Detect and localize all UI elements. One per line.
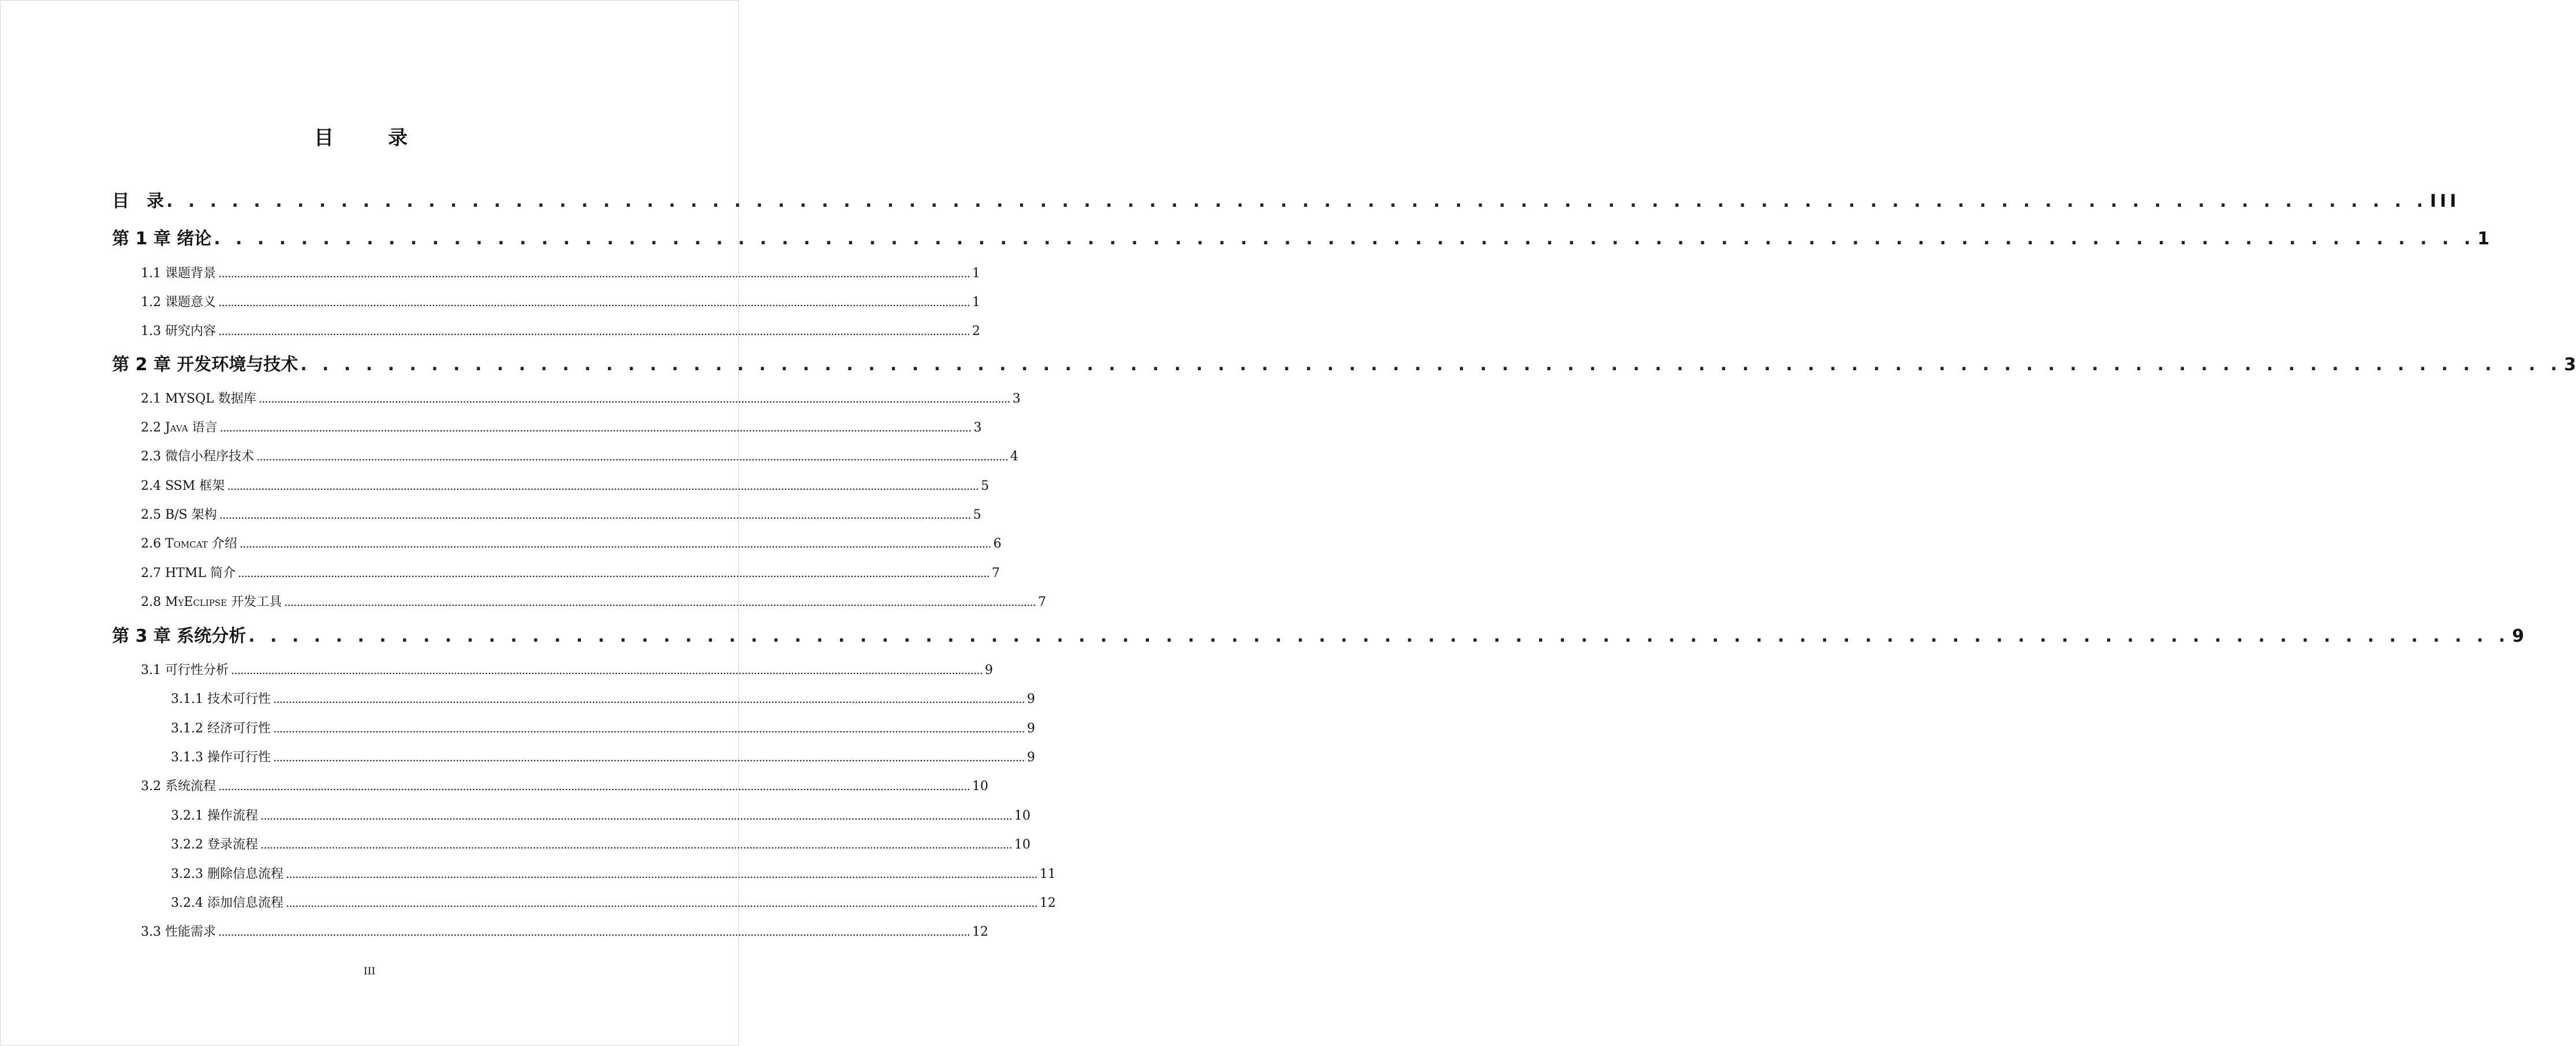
page-number-footer: III [363,966,376,977]
toc-entry-label: 3.1.1 技术可行性 [171,692,271,706]
toc-entry-label: 第 1 章 绪论 [112,229,212,249]
toc-entry-label: 2.5 B/S 架构 [141,508,217,522]
toc-entry-page: 9 [1026,721,1035,736]
toc-entry-2-2[interactable] [141,420,982,435]
dot-leader: ................................................................................................................................................................................................................................................... [260,809,1012,822]
toc-entry-label: 2.4 SSM 框架 [141,479,225,493]
toc-entry-page: 10 [1014,837,1031,852]
dot-leader: ................................................................................................................................................................................................................................................... [237,566,990,580]
dot-leader: . . . . . . . . . . . . . . . . . . . . . . . . . . . . . . . . . . . . . . . . . . . . . . . . . . . . . . . . . . . . . . . . . . . . . . . . . . . . . . . . . . . . . . . . . . . . . . . . . . . . . . . . [300,355,2562,375]
toc-entry-3-1[interactable] [141,662,993,678]
toc-entry-label: 2.3 微信小程序技术 [141,449,254,464]
dot-leader: ................................................................................................................................................................................................................................................... [218,779,970,793]
toc-entry-label: 3.2.3 删除信息流程 [171,867,283,881]
toc-entry-label: 2.1 MYSQL 数据库 [141,392,256,406]
toc-entry-page: 3 [973,420,982,435]
dot-leader: . . . . . . . . . . . . . . . . . . . . . . . . . . . . . . . . . . . . . . . . . . . . . . . . . . . . . . . . . . . . . . . . . . . . . . . . . . . . . . . . . . . . . . . . . . . . . . . . . . . . . . . . [248,626,2510,646]
toc-entry-label: 3.2.2 登录流程 [171,837,258,852]
toc-entry-contents[interactable] [112,191,2460,211]
toc-entry-label: 3.1 可行性分析 [141,663,229,678]
toc-entry-1-1[interactable] [141,266,980,281]
toc-entry-chapter-2[interactable] [112,355,2576,375]
toc-entry-page: 12 [1039,896,1056,910]
toc-entry-1-2[interactable] [141,295,980,310]
toc-entry-label: 目 录 [112,191,164,211]
toc-entry-page: 4 [1010,449,1018,464]
toc-entry-page: 12 [972,925,988,939]
dot-leader: . . . . . . . . . . . . . . . . . . . . . . . . . . . . . . . . . . . . . . . . . . . . . . . . . . . . . . . . . . . . . . . . . . . . . . . . . . . . . . . . . . . . . . . . . . . . . . . . . . . . . . . . [166,191,2428,211]
dot-leader: ................................................................................................................................................................................................................................................... [272,721,1025,735]
dot-leader: ................................................................................................................................................................................................................................................... [285,896,1037,910]
dot-leader: ................................................................................................................................................................................................................................................... [258,392,1010,405]
toc-entry-3-1-3[interactable] [171,750,1035,765]
toc-entry-label: 2.8 MyEclipse 开发工具 [141,595,282,609]
toc-entry-page: 5 [973,508,981,522]
toc-entry-label: 3.1.3 操作可行性 [171,750,271,765]
toc-entry-label: 1.3 研究内容 [141,324,216,338]
toc-entry-chapter-1[interactable] [112,229,2490,249]
toc-entry-2-3[interactable] [141,449,1018,464]
dot-leader: ................................................................................................................................................................................................................................................... [218,266,970,280]
toc-entry-page: 1 [972,266,980,281]
toc-entry-label: 2.6 Tomcat 介绍 [141,537,237,551]
toc-entry-page: 9 [984,663,993,678]
dot-leader: ................................................................................................................................................................................................................................................... [219,420,972,434]
toc-entry-page: 1 [2477,229,2490,249]
toc-entry-label: 第 2 章 开发环境与技术 [112,355,298,375]
page-title: 目 录 [314,126,425,150]
toc-entry-page: 9 [1026,750,1035,765]
dot-leader: ................................................................................................................................................................................................................................................... [218,295,970,309]
dot-leader: ................................................................................................................................................................................................................................................... [260,837,1012,851]
toc-entry-chapter-3[interactable] [112,626,2525,646]
toc-entry-page: 10 [972,779,988,794]
dot-leader: ................................................................................................................................................................................................................................................... [272,750,1025,764]
toc-entry-label: 2.2 Java 语言 [141,420,218,435]
toc-entry-label: 1.1 课题背景 [141,266,216,281]
dot-leader: ................................................................................................................................................................................................................................................... [256,449,1008,463]
toc-entry-page: 9 [1026,692,1035,706]
toc-entry-page: 7 [1038,595,1047,609]
toc-entry-label: 3.2.4 添加信息流程 [171,896,283,910]
toc-entry-label: 3.2 系统流程 [141,779,216,794]
toc-entry-label: 3.3 性能需求 [141,925,216,939]
dot-leader: ................................................................................................................................................................................................................................................... [239,537,991,550]
toc-entry-3-1-2[interactable] [171,721,1035,736]
dot-leader: . . . . . . . . . . . . . . . . . . . . . . . . . . . . . . . . . . . . . . . . . . . . . . . . . . . . . . . . . . . . . . . . . . . . . . . . . . . . . . . . . . . . . . . . . . . . . . . . . . . . . . . . [214,229,2476,249]
toc-entry-label: 3.1.2 经济可行性 [171,721,271,736]
toc-entry-3-3[interactable] [141,924,988,939]
toc-entry-3-2-1[interactable] [171,808,1031,823]
toc-entry-3-2-4[interactable] [171,895,1056,910]
dot-leader: ................................................................................................................................................................................................................................................... [284,595,1036,609]
toc-entry-label: 1.2 课题意义 [141,295,216,310]
toc-entry-page: 2 [972,324,980,338]
toc-entry-3-2[interactable] [141,779,988,794]
toc-entry-page: 11 [1039,867,1056,881]
dot-leader: ................................................................................................................................................................................................................................................... [218,324,970,338]
toc-entry-3-1-1[interactable] [171,691,1035,706]
dot-leader: ................................................................................................................................................................................................................................................... [218,925,970,939]
toc-entry-1-3[interactable] [141,323,980,338]
toc-entry-page: 10 [1014,809,1031,823]
toc-entry-page: 1 [972,295,980,310]
dot-leader: ................................................................................................................................................................................................................................................... [219,508,971,522]
toc-entry-page: 9 [2512,626,2525,646]
dot-leader: ................................................................................................................................................................................................................................................... [227,479,979,493]
toc-entry-page: 3 [2564,355,2576,375]
toc-entry-label: 3.2.1 操作流程 [171,809,258,823]
dot-leader: ................................................................................................................................................................................................................................................... [285,867,1037,881]
toc-entry-label: 2.7 HTML 简介 [141,566,236,580]
toc-entry-page: 3 [1012,392,1021,406]
toc-entry-page: 5 [981,479,990,493]
toc-entry-3-2-2[interactable] [171,837,1031,852]
toc-entry-page: 7 [991,566,1000,580]
dot-leader: ................................................................................................................................................................................................................................................... [230,663,983,677]
toc-entry-page: 6 [993,537,1002,551]
dot-leader: ................................................................................................................................................................................................................................................... [272,692,1025,706]
toc-entry-2-5[interactable] [141,507,981,522]
toc-entry-page: III [2430,191,2460,211]
toc-entry-2-8[interactable] [141,594,1047,609]
toc-entry-2-6[interactable] [141,536,1002,551]
toc-entry-2-7[interactable] [141,565,1000,580]
toc-entry-2-4[interactable] [141,478,990,493]
toc-entry-3-2-3[interactable] [171,866,1056,881]
toc-entry-label: 第 3 章 系统分析 [112,626,247,646]
toc-entry-2-1[interactable] [141,391,1021,406]
